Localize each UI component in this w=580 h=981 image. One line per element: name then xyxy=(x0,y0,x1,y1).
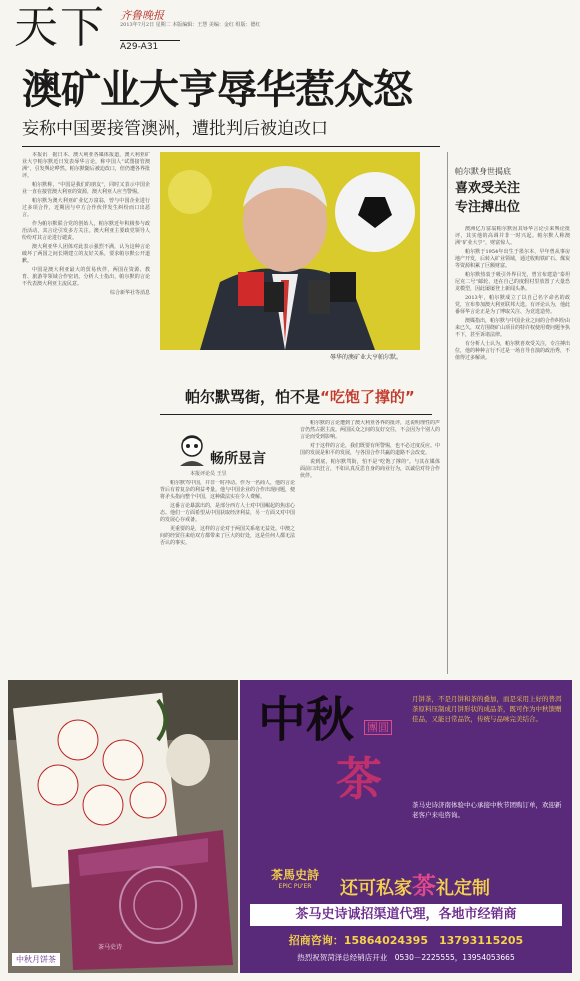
column-title: 畅所昱言 xyxy=(210,451,266,467)
column-byline: 本报评论员 王昱 xyxy=(190,471,227,477)
paragraph: 本报讯 据日本、澳大利亚各媒体报道，澳大利亚矿业大亨帕尔默近日发表辱华言论，称中国人“试图接管澳洲”，引发舆论哗然。帕尔默随后被迫改口，但仍遭各界批评。 xyxy=(22,152,150,179)
ad-product-photo xyxy=(8,680,238,973)
paragraph: 帕尔默为澳大利亚矿业亿万富翁，曾与中国企业进行过多项合作，近期因与中方合作伙伴发生纠纷而口出恶言。 xyxy=(22,198,150,218)
ad-copy: 月饼茶，不是月饼和茶的叠加，而是采用上好的普洱茶原料压制成月饼形状的成品茶，既可作为中秋馈赠佳品，又能日常品饮，传统与品味完美结合。 xyxy=(412,695,562,723)
columnist-portrait-icon xyxy=(175,432,209,466)
headline-rule xyxy=(22,146,440,147)
ad-slogan xyxy=(340,866,490,901)
paragraph: 帕尔默于1954年出生于墨尔本，早年曾从事房地产开发，后转入矿业领域，通过收购铁矿石、煤炭等资源积累了巨额财富。 xyxy=(455,249,570,269)
paragraph: 帕尔默的言论遭到了澳大利亚各界的批评，这说明理性的声音仍然占据主流。两国民众之间的友好交往，不会因为个别人的言论而受到影响。 xyxy=(300,420,440,440)
ad-recruit-text: 茶马史诗诚招渠道代理，各地市经销商 xyxy=(295,907,517,922)
paragraph: 说到底，帕尔默骂街，怕不是“吃饱了撑的”。与其在媒体面前口出狂言，不如认真反思自身的商业行为，以诚信对待合作伙伴。 xyxy=(300,459,440,479)
pull-quote-rule xyxy=(160,414,432,415)
pull-quote-text: 帕尔默骂街，怕不是 xyxy=(185,388,321,406)
paragraph: 澳大利亚华人团体对此表示强烈不满，认为这种言论破坏了两国之间长期建立的友好关系，要求帕尔默公开道歉。 xyxy=(22,244,150,264)
page-range: A29-A31 xyxy=(120,42,159,52)
paragraph: 对于这样的言论，我们既要有所警惕，也不必过度反应。中国的发展是和平的发展，与各国合作共赢的道路不会改变。 xyxy=(300,443,440,456)
article-column-1 xyxy=(22,152,150,674)
ad-panel xyxy=(240,680,572,973)
paragraph: 作为帕尔默联合党的创始人，帕尔默近年积极参与政治活动，其言论引发多方关注。澳大利亚主要政党领导人纷纷对其言论进行谴责。 xyxy=(22,221,150,241)
newspaper-name: 齐鲁晚报 xyxy=(120,9,164,22)
brand-logo xyxy=(260,866,330,890)
pull-quote-highlight: “吃饱了撑的” xyxy=(320,388,415,406)
ad-hotline xyxy=(250,932,562,948)
hotline-label: 招商咨询： xyxy=(288,934,344,947)
brand-name-en: EPIC PU'ER xyxy=(278,883,312,890)
paragraph: 澳洲亿万富翁帕尔默因其辱华言论引来舆论批评，其实他的高调并非一时兴起。帕尔默人称澳洲“矿业大亨”，财富惊人。 xyxy=(455,226,570,246)
sidebar-body xyxy=(455,226,570,674)
slogan-part: 还可私家 xyxy=(340,878,412,899)
photo-illustration xyxy=(160,152,420,350)
paragraph: 更重要的是，这样的言论对于两国关系毫无益处。中澳之间的经贸往来给双方都带来了巨大的好处，这是任何人都无法否认的事实。 xyxy=(160,526,295,546)
ad-box-brand: 茶马史诗 xyxy=(98,944,123,951)
ad-recruit-bar xyxy=(250,904,562,926)
article-column-3 xyxy=(300,420,440,675)
sidebar-title-line: 专注搏出位 xyxy=(455,200,521,215)
paragraph: 有分析人士认为，帕尔默喜欢受关注，专注搏出位，他的种种言行不过是一场自导自演的政治秀，不值得过多解读。 xyxy=(455,341,570,361)
slogan-tea: 茶 xyxy=(412,872,436,900)
sidebar-title-line: 喜欢受关注 xyxy=(455,181,521,196)
section-title: 天下 xyxy=(14,2,106,53)
ad-copy-2: 茶马史诗济南体验中心承接中秋节团购订单，欢迎新老客户来电咨询。 xyxy=(412,801,562,819)
paragraph: 中国是澳大利亚最大的贸易伙伴，两国在资源、教育、旅游等领域合作密切。分析人士指出，帕尔默的言论不代表澳大利亚主流民意。 xyxy=(22,267,150,287)
paragraph: 帕尔默骂中国，并非一时冲动。作为一名商人，他的言论背后有着复杂的利益考量。他与中国企业的合作出现问题，便将矛头指向整个中国，这种做法实在令人费解。 xyxy=(160,480,295,500)
ad-tag-label: 中秋月饼茶 xyxy=(16,955,56,964)
paragraph: 2013年，帕尔默成立了以自己名字命名的政党，宣布参加澳大利亚联邦大选。有评论认为，他此番辱华言论正是为了博取关注、为竞选造势。 xyxy=(455,295,570,315)
paragraph: 澳媒指出，帕尔默与中国企业之间的合作纠纷由来已久，双方围绕矿山项目的特许权使用费问题争执不下，甚至诉诸法律。 xyxy=(455,318,570,338)
article-column-2 xyxy=(160,480,295,675)
paragraph: 帕尔默热衷于吸引外界目光，曾宣布建造“泰坦尼克二号”邮轮，还在自己的度假村里放置了大量恐龙模型，因此屡屡登上新闻头条。 xyxy=(455,272,570,292)
photo-caption: 辱华的澳矿业大亨帕尔默。 xyxy=(330,354,403,361)
subheadline: 妄称中国要接管澳洲，遭批判后被迫改口 xyxy=(22,119,328,139)
sidebar-label: 帕尔默身世揭底 xyxy=(455,167,511,176)
paragraph: 帕尔默称，“中国是我们的朋友”，同时又表示中国企业一直在接管澳大利亚的资源，澳大利亚人应当警惕。 xyxy=(22,182,150,195)
sidebar-title xyxy=(455,179,520,217)
edition-meta: 2013年7月2日 星期二 本版编辑：王慧 美编：金红 组版：德红 xyxy=(120,22,261,28)
news-photo xyxy=(160,152,420,350)
brand-name-cn: 茶馬史詩 xyxy=(270,868,319,882)
headline: 澳矿业大亨辱华惹众怒 xyxy=(22,67,412,113)
ad-footer xyxy=(250,952,562,963)
ad-calligraphy-tea: 茶 xyxy=(336,752,382,806)
sidebar-divider xyxy=(447,152,448,674)
source-note: 综合新华社等消息 xyxy=(109,290,150,296)
hotline-numbers: 15864024395 13793115205 xyxy=(343,934,524,947)
masthead-rule xyxy=(120,40,180,41)
ad-footer-text: 热烈祝贺菏泽总经销店开业 0530－2225555，13954053665 xyxy=(297,953,515,962)
ad-calligraphy: 中秋 xyxy=(258,692,355,748)
pull-quote xyxy=(185,386,415,407)
ad-seal: 團圓 xyxy=(364,720,392,735)
mooncake-tea-box-illustration xyxy=(8,680,238,973)
ad-tag xyxy=(12,953,60,966)
paragraph: 这番言论暴露出的，是部分西方人士对中国崛起的焦虑心态。他们一方面希望从中国获取经济利益，另一方面又对中国的发展心存戒备。 xyxy=(160,503,295,523)
slogan-part: 礼定制 xyxy=(436,878,490,899)
